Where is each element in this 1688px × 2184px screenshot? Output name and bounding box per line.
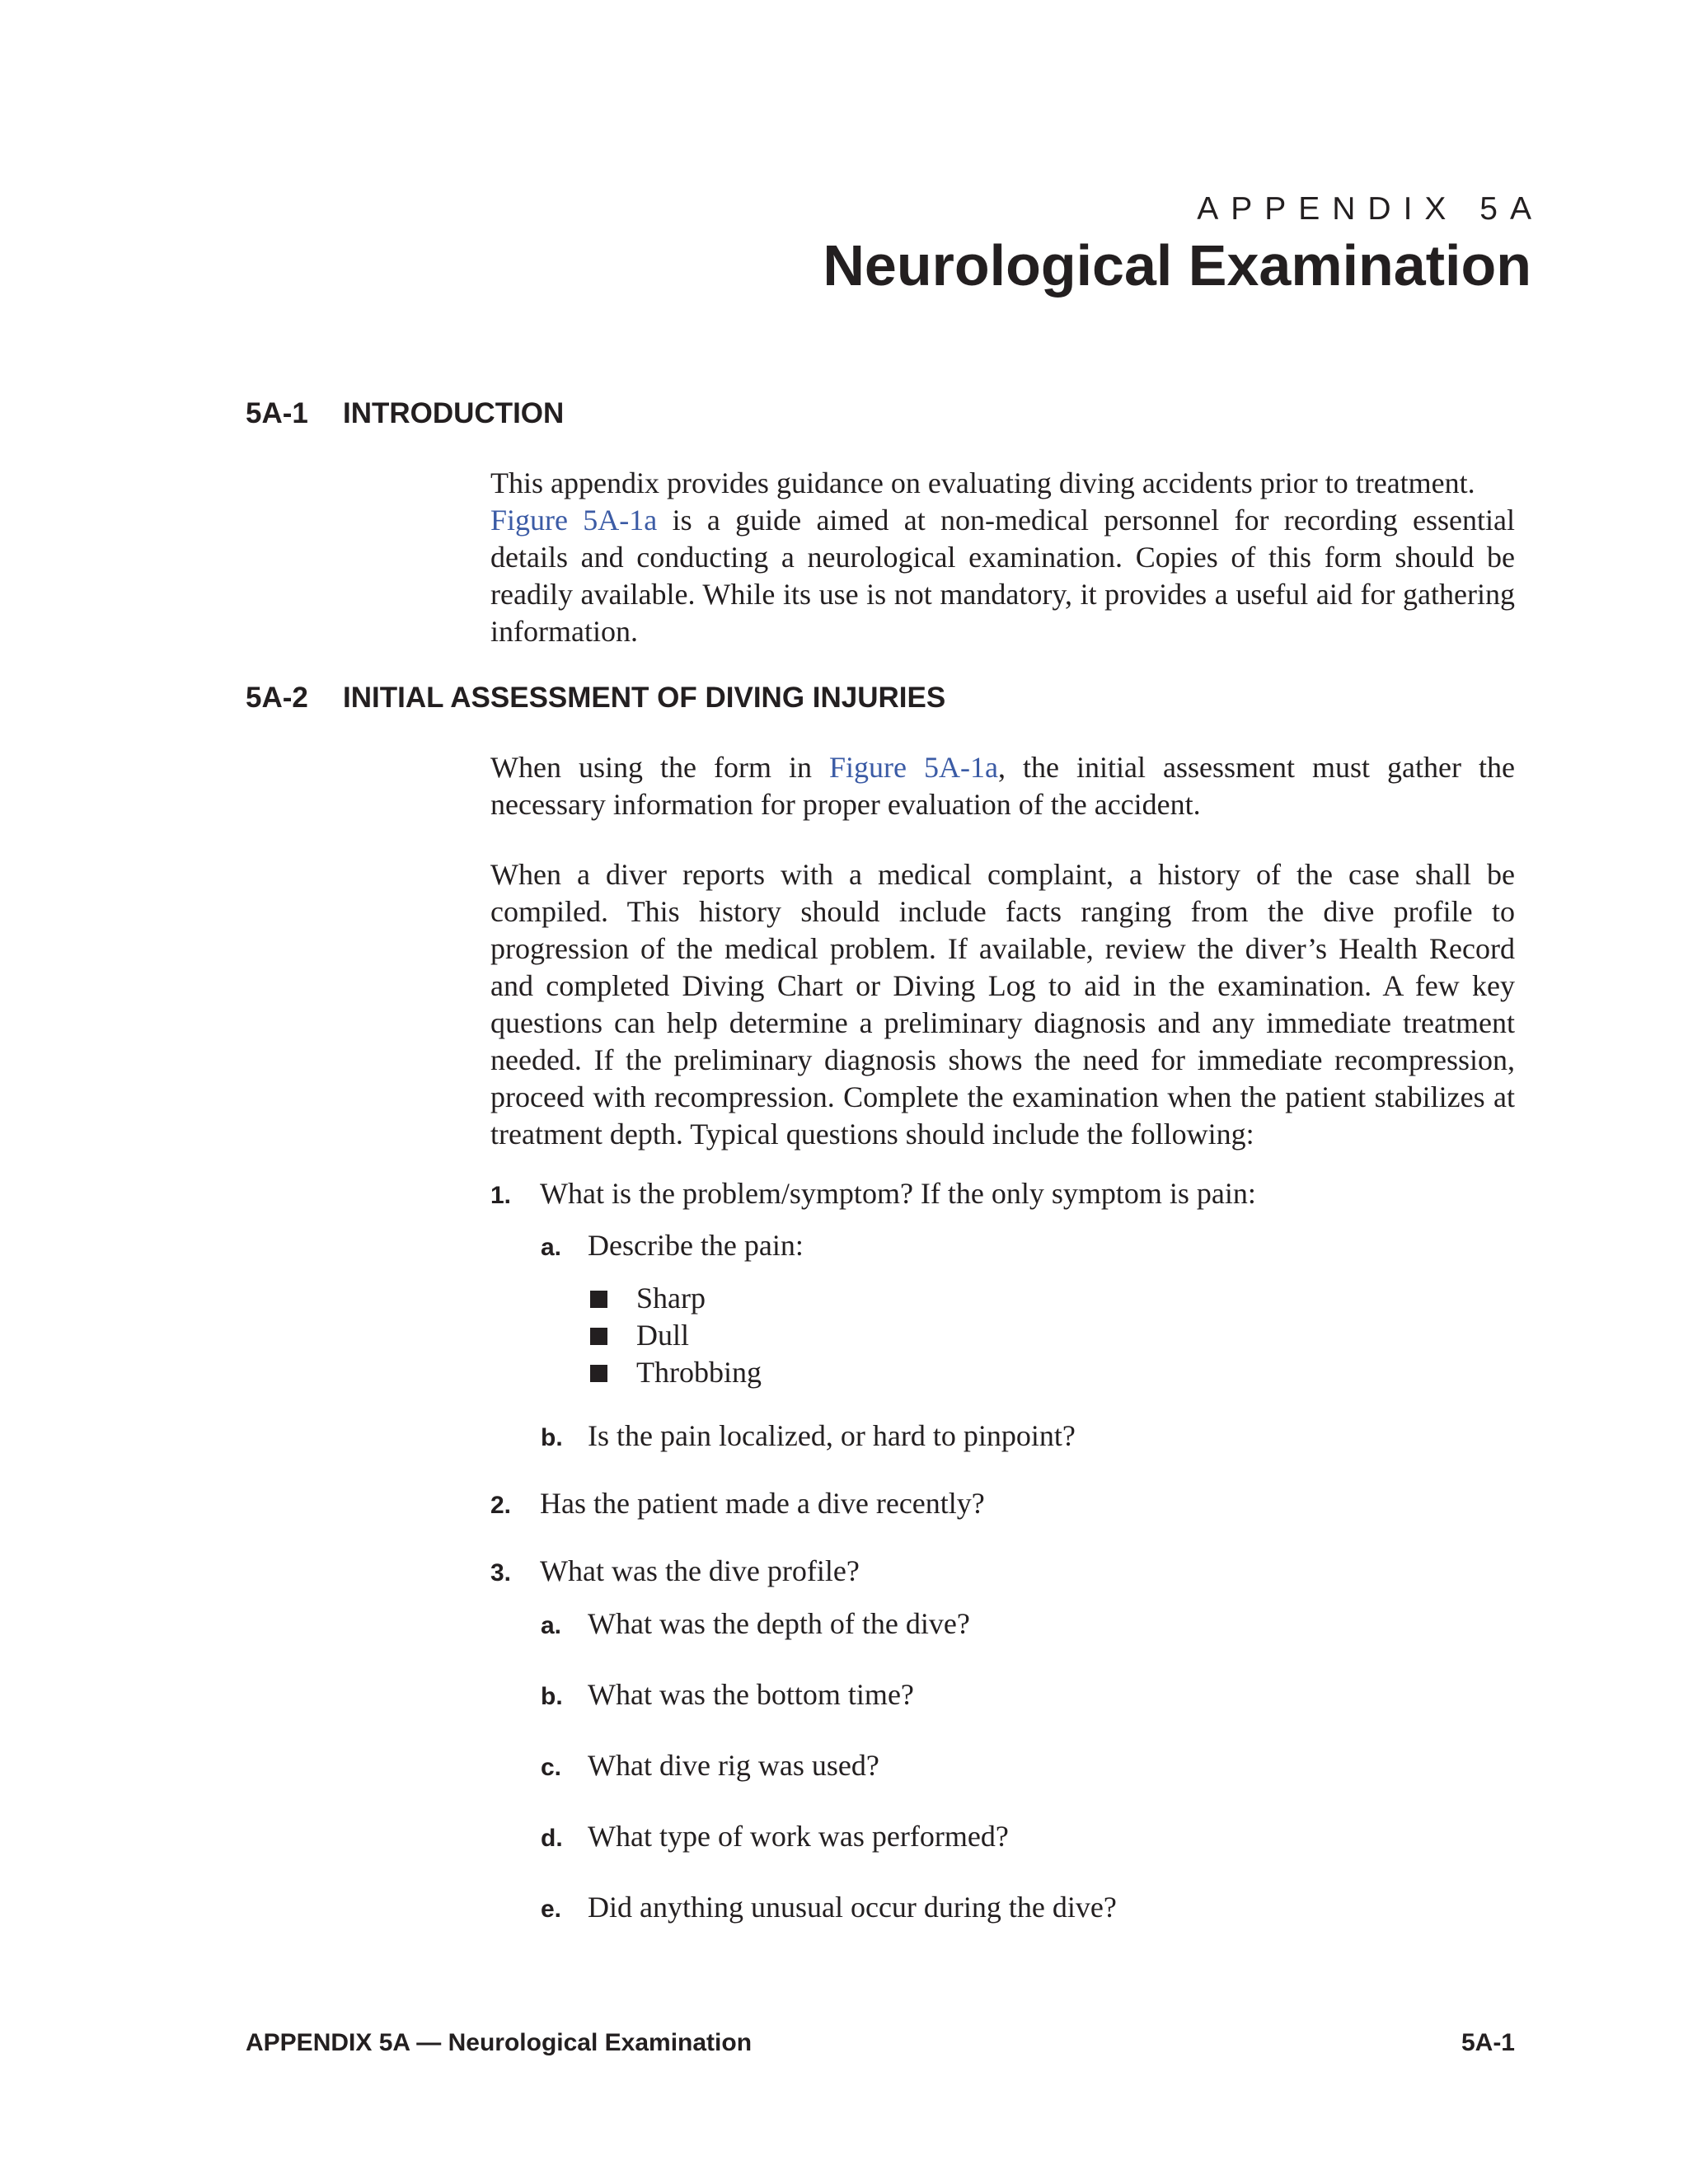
page-number: 5A-1 xyxy=(1461,2029,1515,2056)
figure-5a-1a-link[interactable]: Figure 5A-1a xyxy=(829,751,998,784)
bullet-item xyxy=(590,1317,689,1354)
list-marker: a. xyxy=(541,1612,562,1639)
section-heading-introduction xyxy=(246,397,564,430)
section-number: 5A-1 xyxy=(246,397,308,429)
list-item xyxy=(541,1747,879,1784)
list-marker: b. xyxy=(541,1683,563,1710)
list-item xyxy=(541,1418,1076,1455)
assessment-paragraph-1 xyxy=(490,749,1515,823)
section-number: 5A-2 xyxy=(246,682,308,714)
square-bullet-icon xyxy=(590,1365,607,1382)
list-item xyxy=(490,1175,1256,1212)
bullet-text: Throbbing xyxy=(636,1356,762,1389)
appendix-label: APPENDIX 5A xyxy=(1197,191,1544,227)
square-bullet-icon xyxy=(590,1328,607,1345)
list-item xyxy=(541,1227,804,1264)
square-bullet-icon xyxy=(590,1291,607,1308)
list-item-text: What was the depth of the dive? xyxy=(588,1607,970,1640)
section-heading-initial-assessment xyxy=(246,682,945,715)
list-item-text: Describe the pain: xyxy=(588,1229,804,1262)
list-item xyxy=(541,1818,1009,1855)
list-marker: 2. xyxy=(490,1492,512,1519)
list-item xyxy=(541,1889,1117,1926)
list-marker: 3. xyxy=(490,1559,512,1586)
list-marker: b. xyxy=(541,1424,563,1451)
list-item-text: What dive rig was used? xyxy=(588,1749,879,1782)
bullet-text: Dull xyxy=(636,1319,690,1352)
figure-5a-1a-link[interactable]: Figure 5A-1a xyxy=(490,504,658,537)
bullet-item xyxy=(590,1280,706,1317)
list-item-text: What is the problem/symptom? If the only symptom is pain: xyxy=(540,1177,1256,1210)
list-item-text: What was the bottom time? xyxy=(588,1678,914,1711)
list-marker: d. xyxy=(541,1825,563,1852)
list-item-text: Has the patient made a dive recently? xyxy=(540,1487,985,1520)
bullet-text: Sharp xyxy=(636,1282,706,1315)
paragraph-text: When using the form in xyxy=(490,751,830,784)
list-item-text: What type of work was performed? xyxy=(588,1820,1009,1853)
list-item-text: What was the dive profile? xyxy=(540,1554,860,1587)
list-item-text: Did anything unusual occur during the dive? xyxy=(588,1891,1117,1924)
list-marker: a. xyxy=(541,1234,562,1261)
paragraph-text: is a guide aimed at non-medical personnel for recording essential details and conducting a neurological examination. Copies of this form should be readily available. While its use is not mandatory, it provides a useful aid for gathering information. xyxy=(490,504,1515,648)
list-item-text: Is the pain localized, or hard to pinpoint? xyxy=(588,1419,1076,1452)
paragraph-text: This appendix provides guidance on evaluating diving accidents prior to treatment. xyxy=(490,466,1475,499)
list-item xyxy=(541,1605,970,1643)
list-item xyxy=(490,1553,860,1590)
list-marker: c. xyxy=(541,1754,562,1781)
page-title: Neurological Examination xyxy=(823,233,1531,298)
list-marker: 1. xyxy=(490,1182,512,1209)
section-title: INTRODUCTION xyxy=(343,397,565,429)
assessment-paragraph-2: When a diver reports with a medical complaint, a history of the case shall be compiled. This history should include facts ranging from the dive profile to progression of the medical problem. If available, review the diver’s Health Record and completed Diving Chart or Diving Log to aid in the examination. A few key questions can help determine a preliminary diagnosis and any immediate treatment needed. If the preliminary diagnosis shows the need for immediate recompression, proceed with recompression. Complete the examination when the patient stabilizes at treatment depth. Typical questions should include the following: xyxy=(490,858,1515,1151)
list-item xyxy=(541,1676,914,1713)
bullet-item xyxy=(590,1354,762,1391)
paragraph-text: , the initial assessment must gather the necessary information for proper evaluation of the accident. xyxy=(490,751,1515,821)
footer-title: APPENDIX 5A — Neurological Examination xyxy=(246,2029,753,2056)
intro-paragraph xyxy=(490,465,1515,650)
list-item xyxy=(490,1485,985,1522)
list-marker: e. xyxy=(541,1896,562,1923)
section-title: INITIAL ASSESSMENT OF DIVING INJURIES xyxy=(343,682,946,714)
